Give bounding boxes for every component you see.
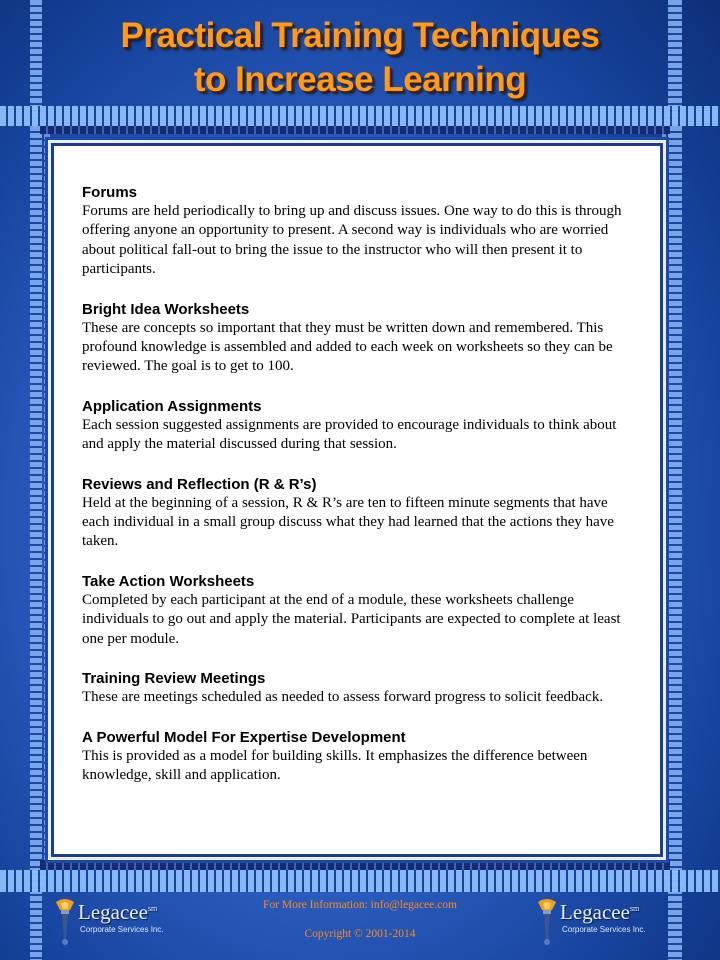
section-body: Each session suggested assignments are provided to encourage individuals to think about and apply the material discussed during that session. xyxy=(82,416,617,453)
top-horizontal-bar-dark xyxy=(40,126,670,134)
section-heading: Take Action Worksheets xyxy=(82,572,255,590)
section-body: These are meetings scheduled as needed to assess forward progress to solicit feedback. xyxy=(82,689,604,706)
section-body: Held at the beginning of a session, R & R’s are ten to fifteen minute segments that have each individual in a small group discuss what they had learned that the actions they have taken. xyxy=(82,494,614,550)
logo-subtitle: Corporate Services Inc. xyxy=(80,925,164,934)
section-bright-idea-worksheets xyxy=(82,300,622,377)
section-body: These are concepts so important that they must be written down and remembered. This profound knowledge is assembled and added to each week on worksheets so they can be reviewed. The goal is to get to 100. xyxy=(82,319,613,375)
logo-wordmark: Legacee$^{sm}$ xyxy=(78,900,158,924)
top-horizontal-bar xyxy=(0,106,720,126)
section-forums xyxy=(82,183,622,280)
page-title xyxy=(0,14,720,102)
title-line-2: to Increase Learning xyxy=(193,60,527,99)
bottom-horizontal-bar-dark xyxy=(40,860,670,870)
right-vertical-bar xyxy=(668,0,682,960)
section-body: Forums are held periodically to bring up and discuss issues. One way to do this is through offering anyone an opportunity to present. A second way is individuals who are worried about political fall-out to bring the issue to the instructor who will then present it to participants. xyxy=(82,203,622,278)
torch-icon xyxy=(534,898,560,946)
logo-right xyxy=(534,898,694,948)
section-heading: Training Review Meetings xyxy=(82,670,266,688)
left-vertical-bar xyxy=(30,0,42,960)
footer-info[interactable]: For More Information: info@legacee.com xyxy=(263,899,457,911)
section-reviews-and-reflection xyxy=(82,475,622,552)
logo-subtitle: Corporate Services Inc. xyxy=(562,925,646,934)
section-body: Completed by each participant at the end of a module, these worksheets challenge individuals to go out and apply the material. Participants are expected to complete at least one per module. xyxy=(82,591,621,647)
section-heading: Bright Idea Worksheets xyxy=(82,300,250,318)
right-inner-vertical-bar xyxy=(662,120,666,880)
section-body: This is provided as a model for building skills. It emphasizes the difference between knowledge, skill and application. xyxy=(82,747,588,783)
section-take-action-worksheets xyxy=(82,572,622,649)
footer-copyright: Copyright © 2001-2014 xyxy=(304,928,416,940)
content-body xyxy=(82,183,622,805)
torch-icon xyxy=(52,898,78,946)
section-heading: Forums xyxy=(82,184,138,201)
logo-left xyxy=(52,898,212,948)
section-heading: Reviews and Reflection (R & R’s) xyxy=(82,475,317,493)
bottom-horizontal-bar xyxy=(0,870,720,892)
section-application-assignments xyxy=(82,397,622,455)
section-heading: Application Assignments xyxy=(82,397,262,415)
title-line-1: Practical Training Techniques xyxy=(120,16,600,55)
left-inner-vertical-bar xyxy=(44,120,50,880)
logo-wordmark: Legacee$^{sm}$ xyxy=(560,900,640,924)
section-training-review-meetings xyxy=(82,669,622,707)
section-powerful-model xyxy=(82,728,622,786)
section-heading: A Powerful Model For Expertise Development xyxy=(82,728,406,746)
